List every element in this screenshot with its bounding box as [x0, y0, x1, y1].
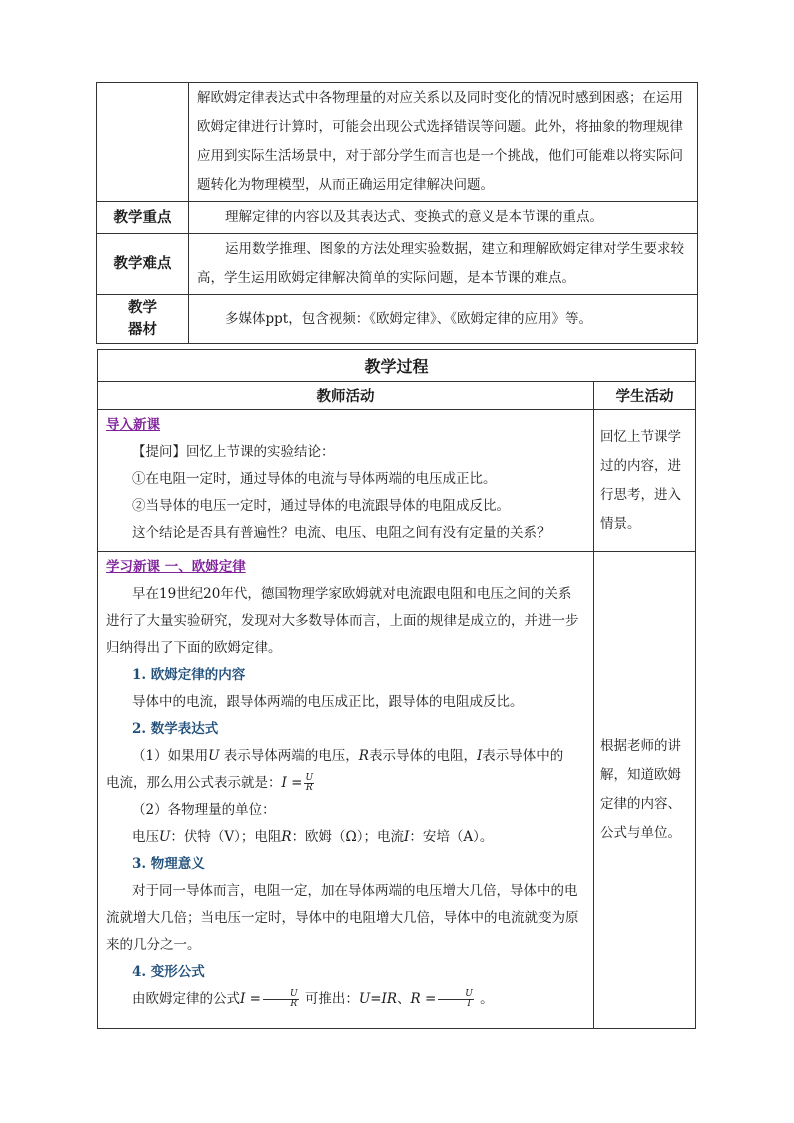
label-key-points: 教学重点	[97, 202, 189, 234]
section-4-title: 4. 变形公式	[132, 964, 205, 980]
intro-question: 【提问】回忆上节课的实验结论：	[132, 444, 335, 460]
section-1-text: 导体中的电流，跟导体两端的电压成正比，跟导体的电阻成反比。	[132, 694, 524, 710]
section-2-para-1: （1）如果用U 表示导体两端的电压，R表示导体的电阻，I表示导体中的	[132, 748, 564, 764]
units-line: 电压U：伏特（V）；电阻R：欧姆（Ω）；电流I：安培（A）。	[132, 829, 494, 845]
new-lesson-student-activity: 根据老师的讲解，知道欧姆定律的内容、公式与单位。	[594, 552, 696, 1029]
new-lesson-section	[98, 552, 594, 1029]
info-table	[96, 82, 698, 344]
section-2-formula-line: 电流，那么用公式表示就是：I = $\frac{U}{R}$	[106, 773, 314, 793]
intro-line-2: ②当导体的电压一定时，通过导体的电流跟导体的电阻成反比。	[132, 498, 510, 514]
empty-label-cell	[97, 83, 189, 202]
formula-i-equals-u-over-r: $\frac{U}{R}$	[305, 773, 314, 793]
process-title: 教学过程	[98, 350, 696, 382]
intro-heading: 导入新课	[106, 417, 160, 433]
intro-student-activity: 回忆上节课学过的内容，进行思考，进入情景。	[594, 410, 696, 552]
section-3-title: 3. 物理意义	[132, 856, 205, 872]
learning-difficulty-continued: 解欧姆定律表达式中各物理量的对应关系以及同时变化的情况时感到困惑；在运用欧姆定律进行计算时，可能会出现公式选择错误等问题。此外，将抽象的物理规律应用到实际生活场景中，对于部分学生而言也是一个挑战，他们可能难以将实际问题转化为物理模型，从而正确运用定律解决问题。	[189, 83, 698, 202]
intro-section	[98, 410, 594, 552]
label-difficulties: 教学难点	[97, 234, 189, 295]
formula-i-fraction: $\frac{U}{R}$	[263, 990, 299, 1009]
label-equipment: 教学 器材	[97, 295, 189, 344]
col-teacher-activity: 教师活动	[98, 382, 594, 410]
intro-line-1: ①在电阻一定时，通过导体的电流与导体两端的电压成正比。	[132, 471, 497, 487]
new-lesson-para: 早在19世纪20年代，德国物理学家欧姆就对电流跟电阻和电压之间的关系进行了大量实验研究，发现对大多数导体而言，上面的规律是成立的，并进一步归纳得出了下面的欧姆定律。	[106, 586, 579, 656]
intro-line-3: 这个结论是否具有普遍性？电流、电压、电阻之间有没有定量的关系？	[132, 525, 551, 541]
section-2-para-2: （2）各物理量的单位：	[132, 802, 276, 818]
new-lesson-heading: 学习新课 一、欧姆定律	[106, 559, 246, 575]
section-4-formulas: 由欧姆定律的公式I = $\frac{U}{R}$ 可推出：U=IR、R = $\frac{U}{I}$ 。	[132, 989, 494, 1009]
col-student-activity: 学生活动	[594, 382, 696, 410]
equipment-text: 多媒体ppt，包含视频：《欧姆定律》、《欧姆定律的应用》等。	[189, 295, 698, 344]
section-2-title: 2. 数学表达式	[132, 721, 219, 737]
key-points-text: 理解定律的内容以及其表达式、变换式的意义是本节课的重点。	[189, 202, 698, 234]
process-table	[97, 349, 696, 1029]
formula-r-fraction: $\frac{U}{I}$	[438, 990, 474, 1009]
difficulties-text: 运用数学推理、图象的方法处理实验数据，建立和理解欧姆定律对学生要求较高，学生运用欧姆定律解决简单的实际问题，是本节课的难点。	[189, 234, 698, 295]
section-1-title: 1. 欧姆定律的内容	[132, 667, 246, 683]
section-3-text: 对于同一导体而言，电阻一定，加在导体两端的电压增大几倍，导体中的电流就增大几倍；当电压一定时，导体中的电阻增大几倍，导体中的电流就变为原来的几分之一。	[106, 883, 579, 953]
